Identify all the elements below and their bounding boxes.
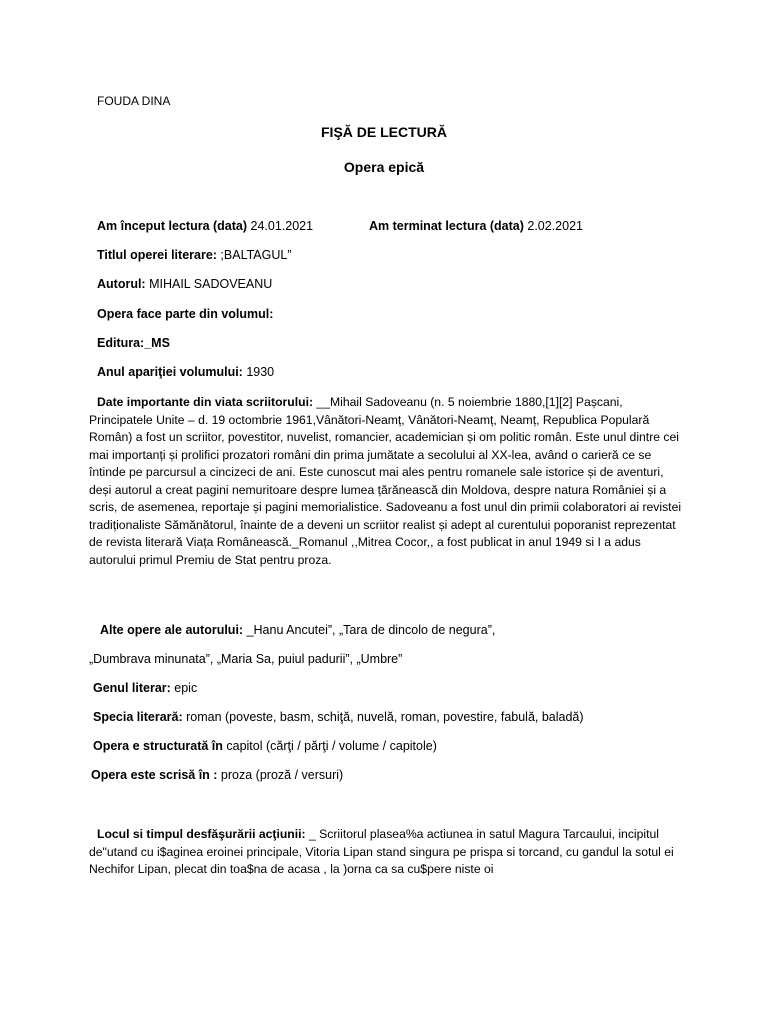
- genre-value: epic: [170, 681, 198, 695]
- publisher-line: [97, 336, 170, 350]
- author-biography: [89, 394, 689, 569]
- publisher-label: Editura:: [97, 336, 145, 350]
- structure-value: capitol (cărţi / părţi / volume / capitole): [222, 739, 437, 753]
- end-date-label: Am terminat lectura (data): [369, 219, 524, 233]
- start-date-value: 24.01.2021: [247, 219, 314, 233]
- other-works-line-2: „Dumbrava minunata”, „Maria Sa, puiul padurii”, „Umbre”: [89, 652, 403, 666]
- year-label: Anul apariţiei volumului:: [97, 365, 243, 379]
- species-line: [93, 710, 584, 724]
- volume-label: Opera face parte din volumul:: [97, 307, 274, 321]
- place-time-label: Locul si timpul desfăşurării acţiunii:: [97, 827, 306, 841]
- publisher-value: _MS: [144, 336, 170, 350]
- bio-label: Date importante din viata scriitorului:: [97, 395, 314, 409]
- start-date-label: Am început lectura (data): [97, 219, 248, 233]
- species-value: roman (poveste, basm, schiţă, nuvelă, roman, povestire, fabulă, baladă): [182, 710, 584, 724]
- written-value: proza (proză / versuri): [217, 768, 344, 782]
- volume-line: [97, 307, 273, 321]
- author-line: [97, 277, 272, 291]
- structure-line: [93, 739, 437, 753]
- other-works-label: Alte opere ale autorului:: [100, 623, 244, 637]
- page-title: FIŞĂ DE LECTURĂ: [321, 124, 447, 140]
- genre-label: Genul literar:: [93, 681, 171, 695]
- genre-line: [93, 681, 197, 695]
- year-value: 1930: [242, 365, 275, 379]
- year-line: [97, 365, 274, 379]
- other-works-text-1: _Hanu Ancutei”, „Tara de dincolo de negura”,: [243, 623, 496, 637]
- author-value: MIHAIL SADOVEANU: [145, 277, 273, 291]
- end-date-value: 2.02.2021: [523, 219, 583, 233]
- end-date-line: [369, 219, 583, 233]
- work-title-value: ;BALTAGUL”: [216, 248, 292, 262]
- bio-text: __Mihail Sadoveanu (n. 5 noiembrie 1880,[1][2] Pașcani, Principatele Unite – d. 19 octombrie 1961,Vânători-Neamț, Vânători-Neamț, Neamț, Republica Populară Român) a fost un scriitor, povestitor, nuvelist, romancier, academician și om politic român. Este unul dintre cei mai importanți și prolifici prozatori români din prima jumătate a secolului al XX-lea, având o carieră ce se întinde pe parcursul a cincizeci de ani. Este cunoscut mai ales pentru romanele sale istorice și de aventuri, deși autorul a creat pagini nemuritoare despre lumea țărănească din Moldova, despre natura României și a scris, de asemenea, reportaje și pagini memorialistice. Sadoveanu a fost unul din primii colaboratori ai revistei tradiționaliste Sămănătorul, înainte de a deveni un scriitor realist și adept al curentului poporanist reprezentat de revista literară Viața Românească._Romanul ,,Mitrea Cocor,, a fost publicat in anul 1949 si I a adus autorului primul Premiu de Stat pentru proza.: [89, 395, 682, 567]
- place-time-text: _ Scriitorul plasea%a actiunea in satul Magura Tarcaului, incipitul de"utand cu i$aginea eroinei principale, Vitoria Lipan stand singura pe prispa si torcand, cu gandul la sotul ei Nechifor Lipan, plecat din toa$na de acasa , la )orna ca sa cu$pere niste oi: [89, 827, 674, 876]
- work-title-line: [97, 248, 292, 262]
- other-works-line: [100, 623, 495, 637]
- written-line: [91, 768, 343, 782]
- start-date-line: [97, 219, 313, 233]
- work-title-label: Titlul operei literare:: [97, 248, 217, 262]
- structure-label: Opera e structurată în: [93, 739, 223, 753]
- author-label: Autorul:: [97, 277, 146, 291]
- written-label: Opera este scrisă în :: [91, 768, 218, 782]
- student-name: FOUDA DINA: [97, 94, 171, 108]
- place-time-paragraph: [89, 826, 683, 879]
- species-label: Specia literară:: [93, 710, 183, 724]
- page-subtitle: Opera epică: [343, 159, 425, 175]
